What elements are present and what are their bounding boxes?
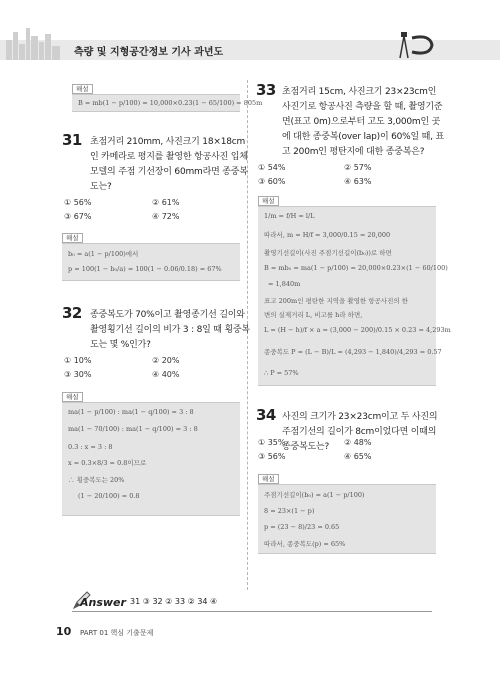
question-number-33: 33 <box>256 81 276 99</box>
question-34-text: 종중복도는? <box>282 442 330 452</box>
question-33-text: 초점거리 15cm, 사진크기 23×23cm인 <box>282 87 437 97</box>
solution-line: ∴ P = 57% <box>264 369 299 377</box>
solution-line: 0.3 : x = 3 : 8 <box>68 443 113 451</box>
option-31-2[interactable]: ② 61% <box>152 198 180 207</box>
question-32-text: 도는 몇 %인가? <box>90 340 151 350</box>
answer-key: 31 ③ 32 ② 33 ② 34 ④ <box>130 597 218 606</box>
solution-line: B = mb(1 − p/100) = 10,000×0.23(1 − 65/100) = 805m <box>78 99 263 107</box>
question-number-32: 32 <box>62 304 82 322</box>
page-number: 10 <box>56 625 72 638</box>
solution-line: B = mb₀ = ma(1 − p/100) = 20,000×0.23×(1 − 60/100) <box>264 264 448 272</box>
solution-tag: 해설 <box>258 474 279 484</box>
question-32-text: 촬영횡기선 길이의 비가 3 : 8일 때 횡중복 <box>90 325 250 335</box>
option-34-2[interactable]: ② 48% <box>344 438 372 447</box>
question-34-text: 주점기선의 길이가 8cm이었다면 이때의 <box>282 427 437 437</box>
solution-line: 8 = 23×(1 − p) <box>264 507 315 515</box>
answer-label: Answer <box>80 596 126 609</box>
question-33-text: 에 대한 종중복(over lap)이 60%일 때, 표 <box>282 132 444 142</box>
question-31-text: 인 카메라로 평지를 촬영한 항공사진 입체 <box>90 152 248 162</box>
option-34-3[interactable]: ③ 56% <box>258 452 286 461</box>
solution-box-31 <box>62 243 240 281</box>
solution-line: 주점기선길이(b₀) = a(1 − p/100) <box>264 491 365 499</box>
solution-box-32 <box>62 402 240 516</box>
part-label: PART 01 핵심 기출문제 <box>80 629 154 637</box>
solution-line: = 1,840m <box>268 280 301 288</box>
solution-line: 따라서, 종중복도(p) = 65% <box>264 540 346 548</box>
option-34-1[interactable]: ① 35% <box>258 438 286 447</box>
option-32-4[interactable]: ④ 40% <box>152 370 180 379</box>
question-31-text: 모델의 주점 기선장이 60mm라면 종중복 <box>90 167 248 177</box>
solution-line: 따라서, m = H/f = 3,000/0.15 = 20,000 <box>264 231 391 239</box>
book-header-title: 측량 및 지형공간정보 기사 과년도 <box>74 47 224 58</box>
option-33-2[interactable]: ② 57% <box>344 163 372 172</box>
option-32-2[interactable]: ② 20% <box>152 356 180 365</box>
answer-rule <box>72 611 432 612</box>
solution-tag: 해설 <box>258 196 279 206</box>
option-32-1[interactable]: ① 10% <box>64 356 92 365</box>
option-31-3[interactable]: ③ 67% <box>64 212 92 221</box>
question-33-text: 면(표고 0m)으로부터 고도 3,000m인 곳 <box>282 117 441 127</box>
solution-line: 표고 200m인 평탄한 지역을 촬영한 항공사진의 한 <box>264 297 408 305</box>
option-33-1[interactable]: ① 54% <box>258 163 286 172</box>
option-33-4[interactable]: ④ 63% <box>344 177 372 186</box>
question-31-text: 도는? <box>90 182 112 192</box>
surveying-instrument-icon <box>390 30 440 60</box>
solution-tag: 해설 <box>72 84 93 94</box>
question-number-31: 31 <box>62 131 82 149</box>
question-34-text: 사진의 크기가 23×23cm이고 두 사진의 <box>282 412 438 422</box>
question-31-text: 초점거리 210mm, 사진크기 18×18cm <box>90 137 246 147</box>
solution-tag: 해설 <box>62 233 83 243</box>
solution-line: ma(1 − 70/100) : ma(1 − q/100) = 3 : 8 <box>68 425 198 433</box>
solution-line: ∴ 횡중복도는 20% <box>68 476 125 484</box>
question-33-text: 사진기로 항공사진 측량을 할 때, 촬영기준 <box>282 102 443 112</box>
question-33-text: 고 200m인 평탄지에 대한 종중복은? <box>282 147 425 157</box>
solution-box-34 <box>258 484 436 554</box>
solution-line: p = (23 − 8)/23 = 0.65 <box>264 523 340 531</box>
solution-tag: 해설 <box>62 392 83 402</box>
option-33-3[interactable]: ③ 60% <box>258 177 286 186</box>
solution-line: 변의 실제거리 L, 비고를 h라 하면, <box>264 311 363 319</box>
solution-line: 1/m = f/H = l/L <box>264 212 315 220</box>
solution-line: (1 − 20/100) = 0.8 <box>78 492 140 500</box>
solution-line: x = 0.3×8/3 = 0.8이므로 <box>68 459 147 467</box>
option-34-4[interactable]: ④ 65% <box>344 452 372 461</box>
solution-line: ma(1 − p/100) : ma(1 − q/100) = 3 : 8 <box>68 408 194 416</box>
solution-box-30 <box>72 94 263 112</box>
question-number-34: 34 <box>256 406 276 424</box>
solution-line: 종중복도 P = (L − B)/L = (4,293 − 1,840)/4,293 = 0.57 <box>264 348 442 356</box>
city-skyline-icon <box>4 22 64 60</box>
solution-line: b₀ = a(1 − p/100)에서 <box>68 250 139 258</box>
solution-box-33 <box>258 206 451 386</box>
solution-line: L = (H − h)/f × a = (3,000 − 200)/0.15 × 0.23 = 4,293m <box>264 326 451 334</box>
option-31-4[interactable]: ④ 72% <box>152 212 180 221</box>
solution-line: p = 100(1 − b₀/a) = 100(1 − 0.06/0.18) = 67% <box>68 265 222 273</box>
option-32-3[interactable]: ③ 30% <box>64 370 92 379</box>
question-32-text: 종중복도가 70%이고 촬영종기선 길이와 <box>90 310 245 320</box>
solution-line: 촬영기선길이(사진 주점기선길이(b₀))로 하면 <box>264 249 392 257</box>
option-31-1[interactable]: ① 56% <box>64 198 92 207</box>
